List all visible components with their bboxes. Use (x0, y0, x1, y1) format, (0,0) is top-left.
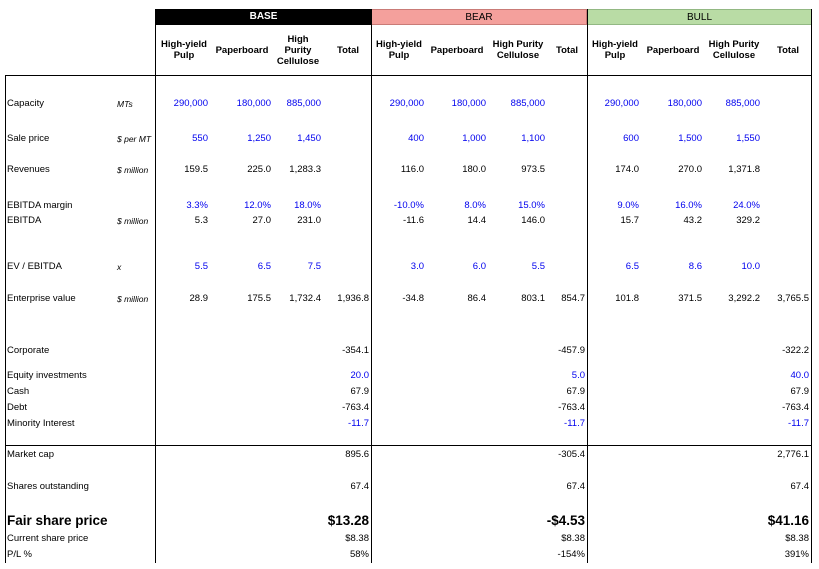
base-revenue-hyp: 159.5 (184, 164, 208, 175)
col-header-base-paperboard: Paperboard (215, 44, 269, 56)
label-cash: Cash (7, 386, 30, 397)
bull-ev-total: 3,765.5 (777, 293, 809, 304)
base-capacity-hpc: 885,000 (286, 98, 321, 109)
bull-revenue-paperboard: 270.0 (678, 164, 702, 175)
label-equity-investments: Equity investments (7, 370, 87, 381)
scenario-header-bull: BULL (587, 9, 812, 25)
col-header-bear-hpc: High Purity Cellulose (492, 39, 544, 61)
bear-ebitda-paperboard: 14.4 (467, 215, 486, 226)
base-price-hyp: 550 (192, 133, 208, 144)
bull-price-paperboard: 1,500 (678, 133, 702, 144)
table-left-border (5, 75, 6, 563)
base-multiple-hyp: 5.5 (194, 261, 208, 272)
base-minority-interest: -11.7 (348, 418, 369, 429)
label-current-share-price: Current share price (7, 533, 89, 544)
label-pl-pct: P/L % (7, 549, 32, 560)
bull-margin-hpc: 24.0% (733, 200, 760, 211)
base-ev-paperboard: 175.5 (247, 293, 271, 304)
base-fair-share-price: $13.28 (327, 513, 369, 528)
label-ev-ebitda: EV / EBITDA (7, 261, 62, 272)
unit-revenues: $ million (117, 165, 149, 175)
bull-shares-outstanding: 67.4 (790, 481, 809, 492)
bull-market-cap: 2,776.1 (777, 449, 809, 460)
bear-price-paperboard: 1,000 (462, 133, 486, 144)
bear-margin-hyp: -10.0% (393, 200, 424, 211)
bull-cash: 67.9 (790, 386, 809, 397)
scenario-header-base: BASE (156, 9, 371, 25)
label-capacity: Capacity (7, 98, 44, 109)
bear-corporate: -457.9 (558, 345, 585, 356)
label-minority-interest: Minority Interest (7, 418, 75, 429)
col-header-bear-total: Total (556, 44, 578, 56)
col-header-base-total: Total (337, 44, 359, 56)
bull-minority-interest: -11.7 (788, 418, 809, 429)
bear-revenue-paperboard: 180.0 (462, 164, 486, 175)
bull-price-hyp: 600 (623, 133, 639, 144)
bear-current-share-price: $8.38 (561, 533, 585, 544)
label-fair-share-price: Fair share price (7, 513, 108, 528)
unit-sale-price: $ per MT (117, 134, 152, 144)
base-ev-hpc: 1,732.4 (289, 293, 321, 304)
label-ebitda-margin: EBITDA margin (7, 200, 73, 211)
base-ebitda-paperboard: 27.0 (252, 215, 271, 226)
label-ebitda: EBITDA (7, 215, 42, 226)
table-right-border (811, 9, 812, 563)
base-current-share-price: $8.38 (345, 533, 369, 544)
bull-margin-hyp: 9.0% (617, 200, 639, 211)
bear-pl-pct: -154% (557, 549, 585, 560)
bear-ev-hpc: 803.1 (521, 293, 545, 304)
bear-multiple-paperboard: 6.0 (472, 261, 486, 272)
bear-shares-outstanding: 67.4 (566, 481, 585, 492)
bull-multiple-hyp: 6.5 (625, 261, 639, 272)
header-divider (5, 75, 812, 76)
base-margin-hpc: 18.0% (294, 200, 321, 211)
base-capacity-hyp: 290,000 (173, 98, 208, 109)
label-sale-price: Sale price (7, 133, 50, 144)
label-market-cap: Market cap (7, 449, 54, 460)
base-multiple-paperboard: 6.5 (257, 261, 271, 272)
col-header-bull-hpc: High Purity Cellulose (708, 39, 760, 61)
label-enterprise-value: Enterprise value (7, 293, 76, 304)
base-revenue-hpc: 1,283.3 (289, 164, 321, 175)
bull-left-border (587, 9, 588, 563)
bear-ev-hyp: -34.8 (402, 293, 424, 304)
base-ev-hyp: 28.9 (189, 293, 208, 304)
bull-equity-investments: 40.0 (790, 370, 809, 381)
bull-revenue-hyp: 174.0 (615, 164, 639, 175)
bear-price-hpc: 1,100 (521, 133, 545, 144)
bull-ev-hyp: 101.8 (615, 293, 639, 304)
bull-fair-share-price: $41.16 (767, 513, 809, 528)
bull-margin-paperboard: 16.0% (675, 200, 702, 211)
bear-capacity-hpc: 885,000 (510, 98, 545, 109)
bear-cash: 67.9 (566, 386, 585, 397)
bear-equity-investments: 5.0 (571, 370, 585, 381)
bear-left-border (371, 9, 372, 563)
bear-minority-interest: -11.7 (564, 418, 585, 429)
base-price-paperboard: 1,250 (247, 133, 271, 144)
bull-ebitda-hpc: 329.2 (736, 215, 760, 226)
bull-revenue-hpc: 1,371.8 (728, 164, 760, 175)
bull-pl-pct: 391% (784, 549, 809, 560)
market-cap-divider (5, 445, 812, 446)
base-corporate: -354.1 (342, 345, 369, 356)
base-left-border (155, 9, 156, 563)
bull-capacity-hpc: 885,000 (725, 98, 760, 109)
bear-capacity-hyp: 290,000 (389, 98, 424, 109)
base-shares-outstanding: 67.4 (350, 481, 369, 492)
base-debt: -763.4 (342, 402, 369, 413)
base-cash: 67.9 (350, 386, 369, 397)
bear-ebitda-hyp: -11.6 (403, 215, 424, 226)
bear-multiple-hyp: 3.0 (410, 261, 424, 272)
bear-market-cap: -305.4 (558, 449, 585, 460)
bull-capacity-paperboard: 180,000 (667, 98, 702, 109)
label-shares-outstanding: Shares outstanding (7, 481, 89, 492)
base-ebitda-hyp: 5.3 (194, 215, 208, 226)
base-price-hpc: 1,450 (297, 133, 321, 144)
base-revenue-paperboard: 225.0 (247, 164, 271, 175)
base-margin-paperboard: 12.0% (244, 200, 271, 211)
bull-ev-hpc: 3,292.2 (728, 293, 760, 304)
bull-ev-paperboard: 371.5 (678, 293, 702, 304)
bear-price-hyp: 400 (408, 133, 424, 144)
label-debt: Debt (7, 402, 28, 413)
bear-multiple-hpc: 5.5 (531, 261, 545, 272)
bear-margin-hpc: 15.0% (518, 200, 545, 211)
bear-revenue-hyp: 116.0 (400, 164, 424, 175)
base-equity-investments: 20.0 (350, 370, 369, 381)
bear-debt: -763.4 (558, 402, 585, 413)
bull-ebitda-hyp: 15.7 (620, 215, 639, 226)
base-capacity-paperboard: 180,000 (236, 98, 271, 109)
bull-current-share-price: $8.38 (785, 533, 809, 544)
col-header-bear-paperboard: Paperboard (430, 44, 484, 56)
unit-capacity: MTs (117, 99, 133, 109)
bull-debt: -763.4 (782, 402, 809, 413)
bull-ebitda-paperboard: 43.2 (683, 215, 702, 226)
bull-price-hpc: 1,550 (736, 133, 760, 144)
col-header-bull-total: Total (777, 44, 799, 56)
col-header-base-hyp: High-yield Pulp (161, 39, 207, 61)
scenario-header-bear: BEAR (371, 9, 587, 25)
bull-capacity-hyp: 290,000 (604, 98, 639, 109)
bear-margin-paperboard: 8.0% (464, 200, 486, 211)
base-market-cap: 895.6 (345, 449, 369, 460)
col-header-bear-hyp: High-yield Pulp (376, 39, 422, 61)
bull-corporate: -322.2 (782, 345, 809, 356)
bear-ebitda-hpc: 146.0 (521, 215, 545, 226)
col-header-bull-hyp: High-yield Pulp (592, 39, 638, 61)
label-revenues: Revenues (7, 164, 50, 175)
bear-revenue-hpc: 973.5 (521, 164, 545, 175)
base-pl-pct: 58% (349, 549, 369, 560)
bear-fair-share-price: -$4.53 (546, 513, 585, 528)
unit-ebitda: $ million (117, 216, 149, 226)
unit-ev-ebitda: x (117, 262, 122, 272)
col-header-base-hpc: High Purity Cellulose (276, 33, 320, 67)
base-margin-hyp: 3.3% (186, 200, 208, 211)
bear-ev-paperboard: 86.4 (467, 293, 486, 304)
bull-multiple-hpc: 10.0 (741, 261, 760, 272)
bear-ev-total: 854.7 (561, 293, 585, 304)
unit-enterprise-value: $ million (117, 294, 149, 304)
label-corporate: Corporate (7, 345, 50, 356)
bear-capacity-paperboard: 180,000 (451, 98, 486, 109)
bull-multiple-paperboard: 8.6 (688, 261, 702, 272)
col-header-bull-paperboard: Paperboard (646, 44, 700, 56)
base-ev-total: 1,936.8 (337, 293, 369, 304)
base-ebitda-hpc: 231.0 (297, 215, 321, 226)
base-multiple-hpc: 7.5 (307, 261, 321, 272)
